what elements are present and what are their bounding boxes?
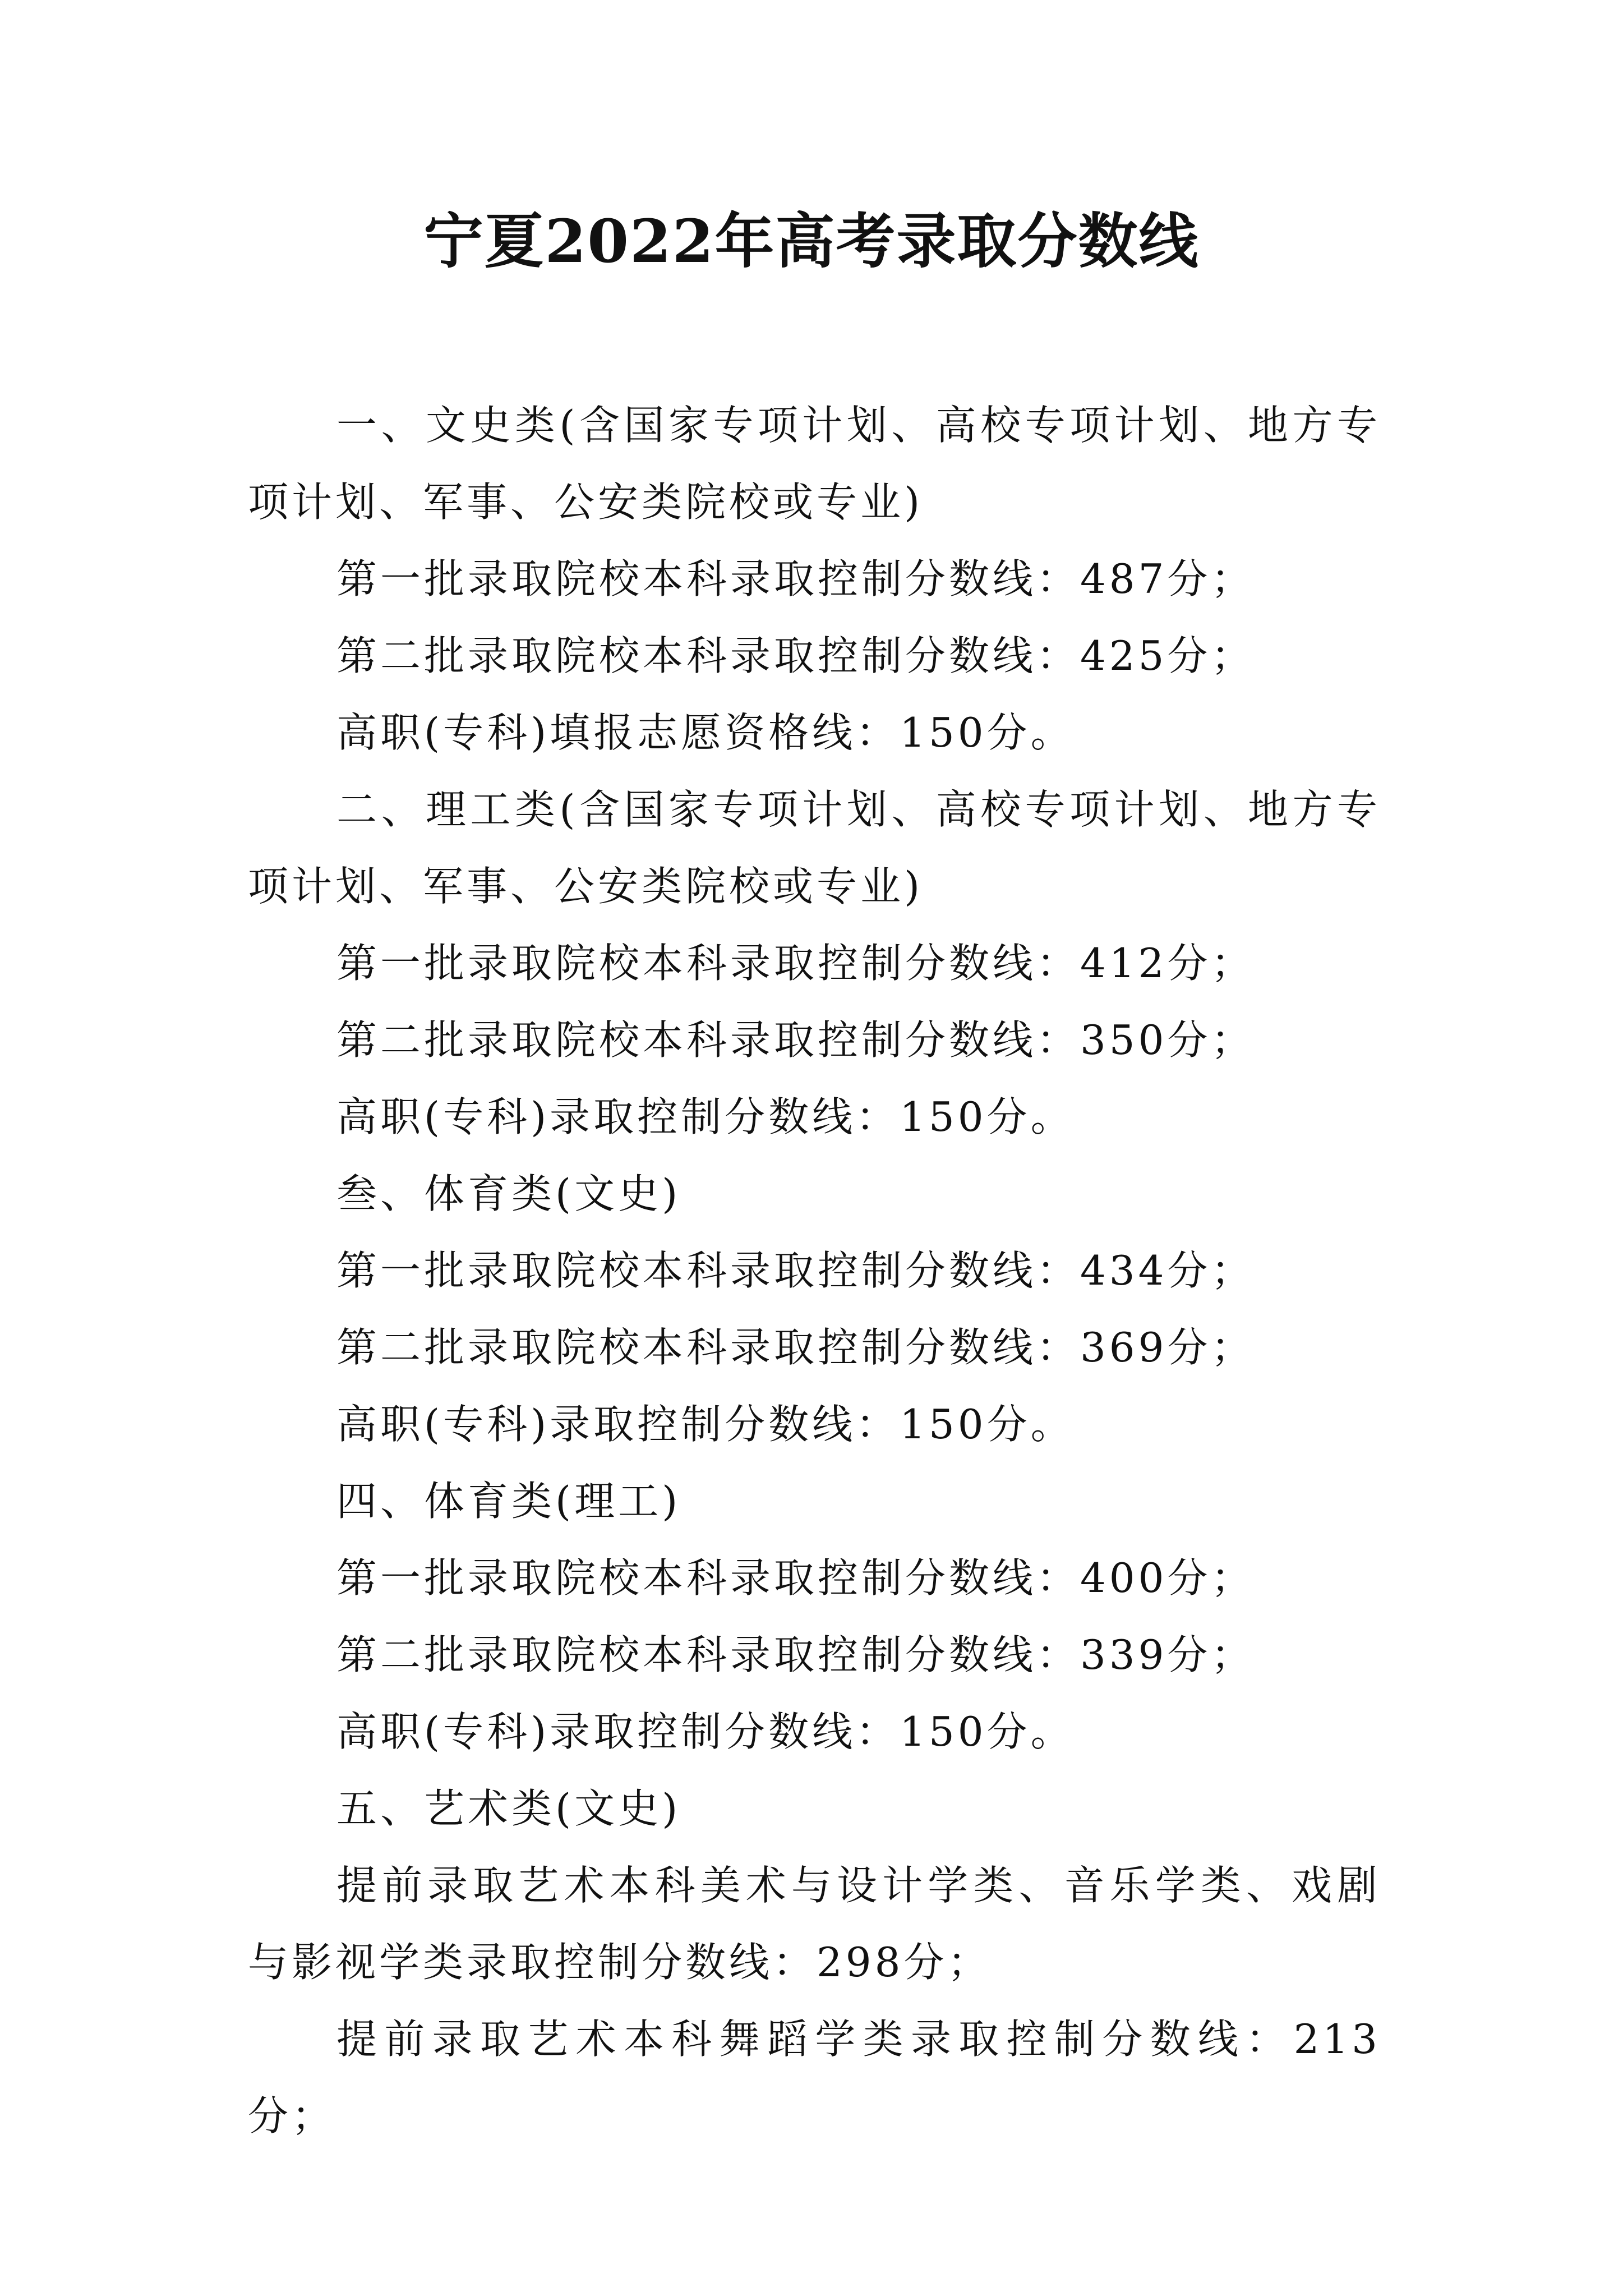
document-body bbox=[248, 387, 1381, 2155]
paragraph-line: 第一批录取院校本科录取控制分数线：400分； bbox=[336, 1554, 1255, 1602]
section-heading-yishu-wenshi: 五、艺术类(文史) bbox=[336, 1785, 681, 1832]
section-heading-tiyu-wenshi: 叁、体育类(文史) bbox=[336, 1170, 681, 1217]
paragraph-line: 第二批录取院校本科录取控制分数线：425分； bbox=[336, 632, 1255, 679]
paragraph-line: 高职(专科)填报志愿资格线：150分。 bbox=[336, 709, 1075, 756]
paragraph-line: 第二批录取院校本科录取控制分数线：350分； bbox=[336, 1016, 1255, 1064]
section-heading-wenshi: 一、文史类(含国家专项计划、高校专项计划、地方专项计划、军事、公安类院校或专业) bbox=[248, 402, 1381, 526]
paragraph-line: 第二批录取院校本科录取控制分数线：339分； bbox=[336, 1631, 1255, 1678]
paragraph-line: 提前录取艺术本科舞蹈学类录取控制分数线：213分； bbox=[248, 2016, 1381, 2139]
paragraph-line: 第一批录取院校本科录取控制分数线：412分； bbox=[336, 940, 1255, 987]
paragraph-line: 提前录取艺术本科美术与设计学类、音乐学类、戏剧与影视学类录取控制分数线：298分； bbox=[248, 1862, 1381, 1986]
paragraph-line: 第一批录取院校本科录取控制分数线：434分； bbox=[336, 1247, 1255, 1294]
section-heading-tiyu-ligong: 四、体育类(理工) bbox=[336, 1478, 681, 1525]
section-heading-ligong: 二、理工类(含国家专项计划、高校专项计划、地方专项计划、军事、公安类院校或专业) bbox=[248, 786, 1381, 910]
paragraph-line: 高职(专科)录取控制分数线：150分。 bbox=[336, 1401, 1075, 1448]
document-title: 宁夏2022年高考录取分数线 bbox=[423, 206, 1200, 276]
paragraph-line: 第一批录取院校本科录取控制分数线：487分； bbox=[336, 555, 1255, 602]
paragraph-line: 高职(专科)录取控制分数线：150分。 bbox=[336, 1093, 1075, 1140]
paragraph-line: 第二批录取院校本科录取控制分数线：369分； bbox=[336, 1324, 1255, 1371]
paragraph-line: 高职(专科)录取控制分数线：150分。 bbox=[336, 1708, 1075, 1755]
